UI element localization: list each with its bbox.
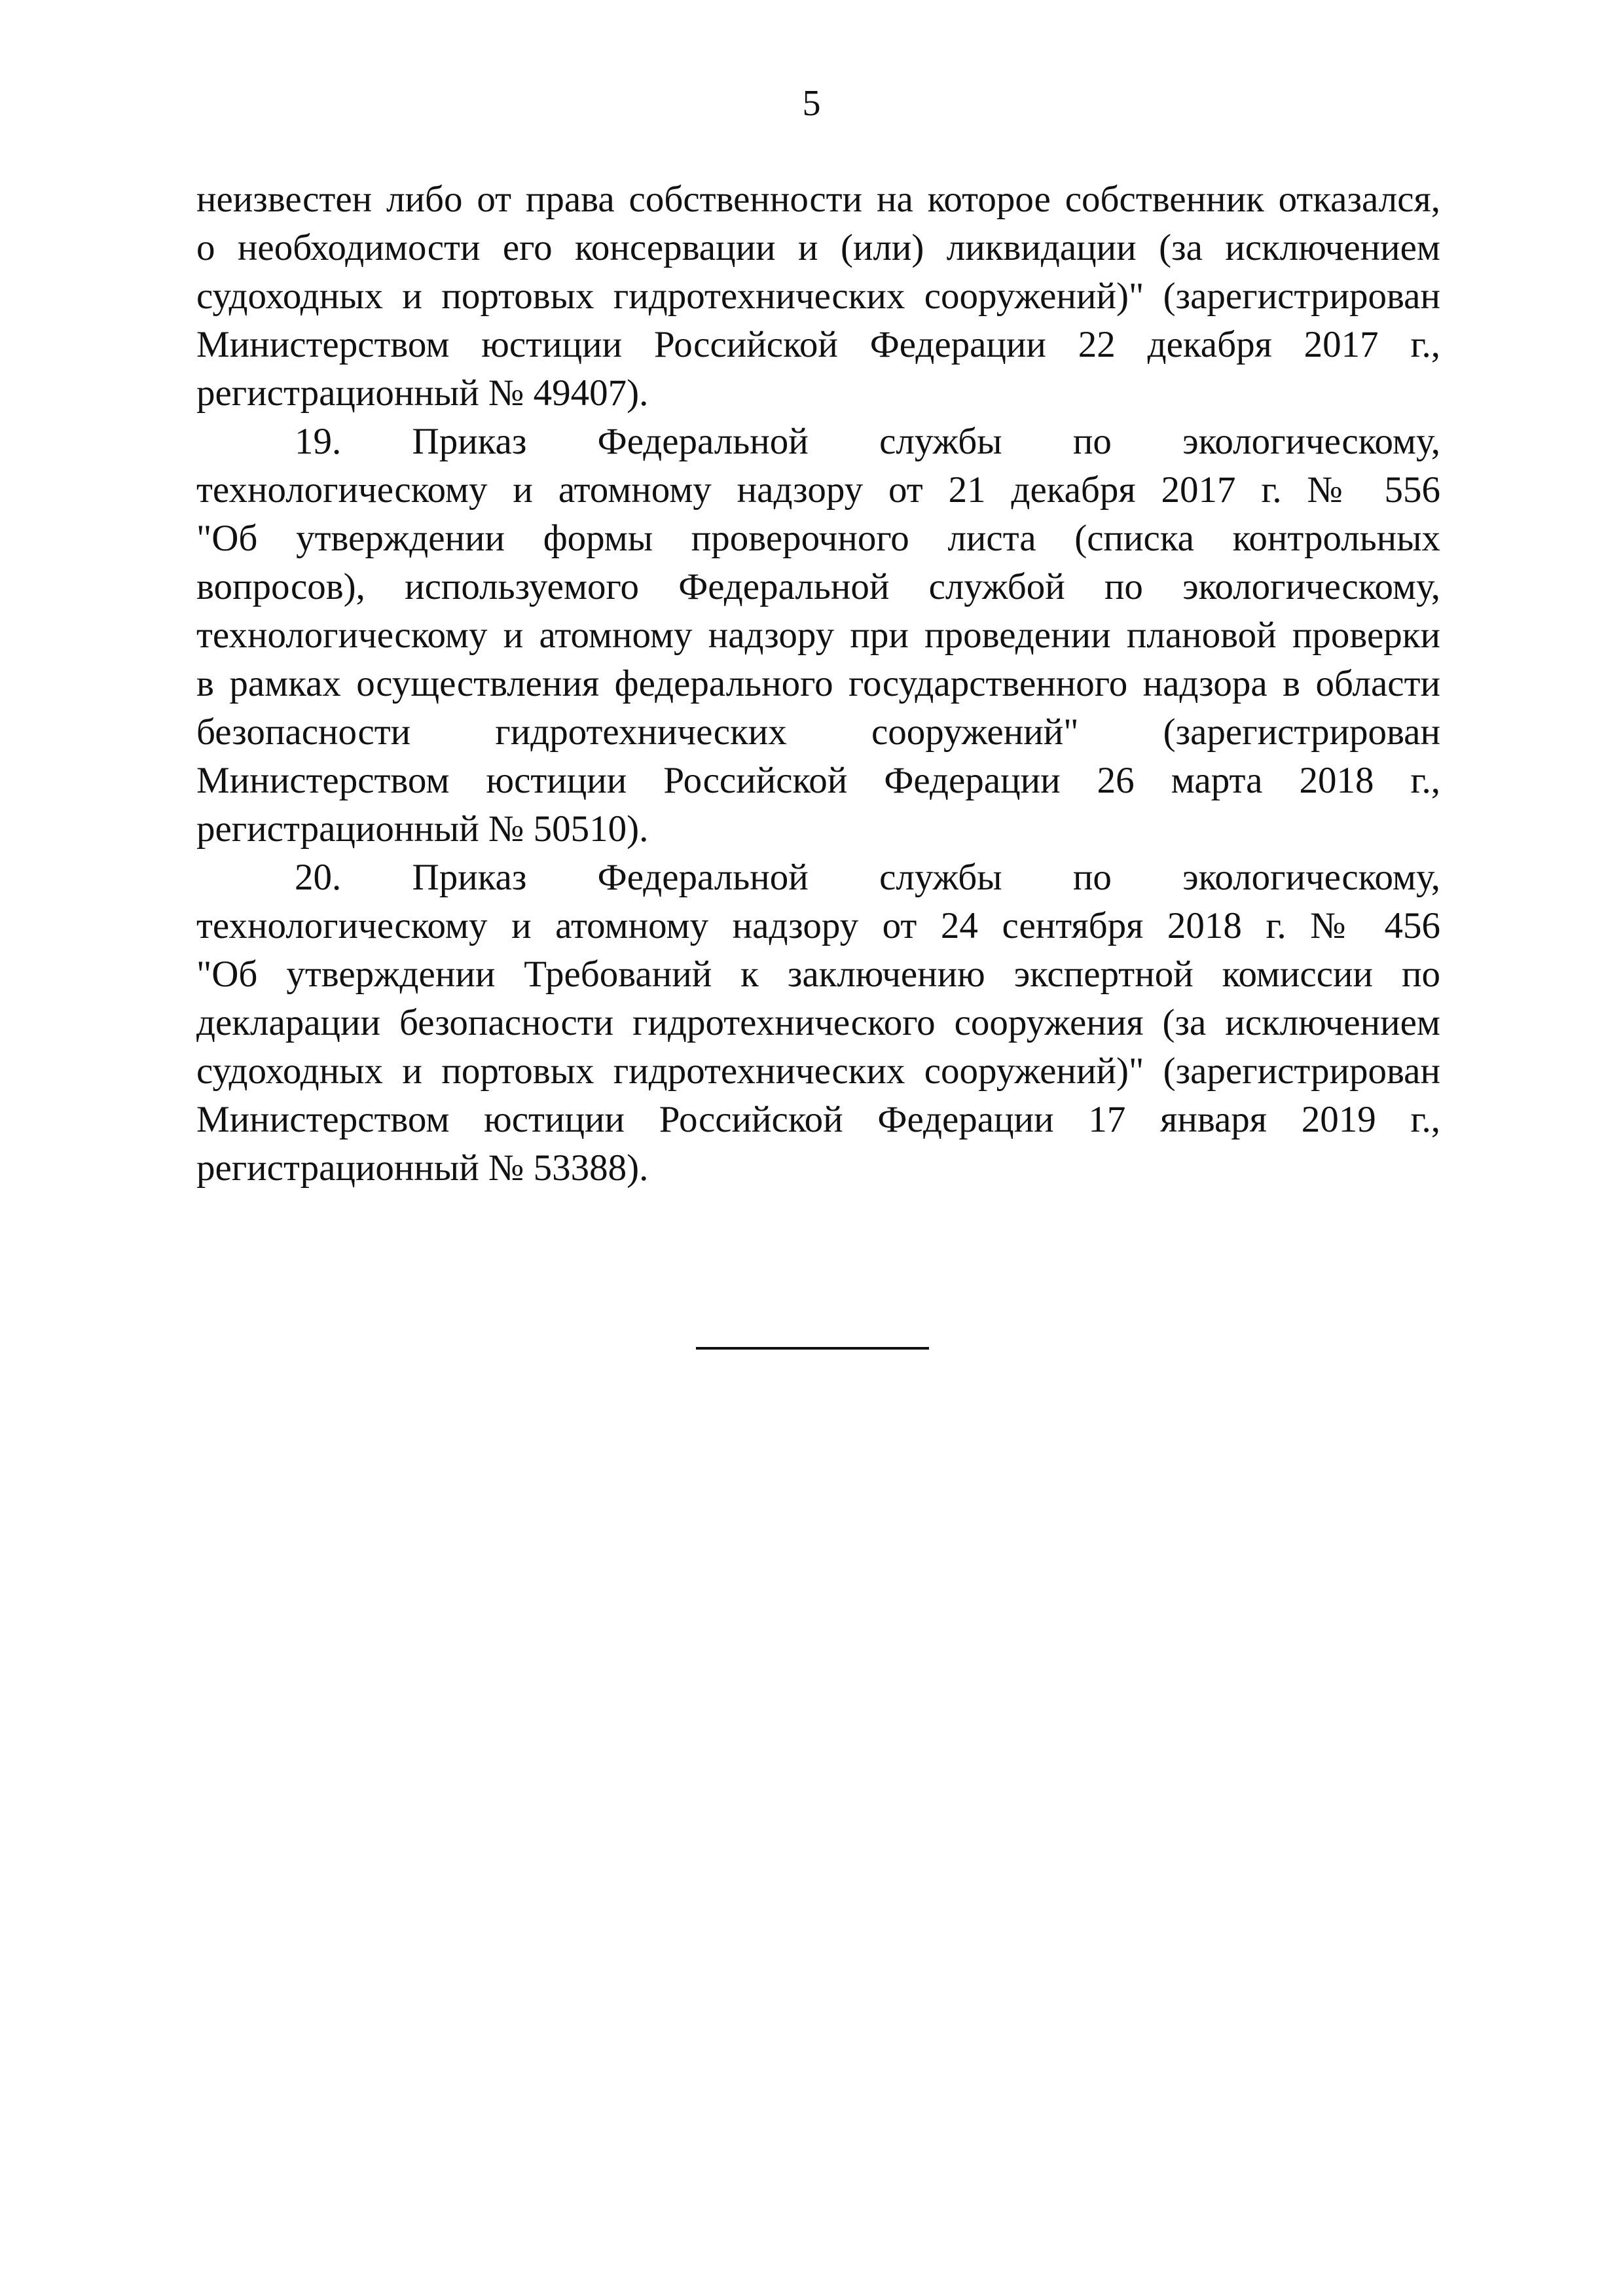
text-line: неизвестен либо от права собственности на которое собственник отказался, xyxy=(196,179,1440,220)
end-of-document-divider xyxy=(696,1347,929,1350)
paragraph-item-18-continuation xyxy=(196,175,1440,418)
text-line: "Об утверждении Требований к заключению экспертной комиссии по xyxy=(196,954,1440,995)
paragraph-item-19 xyxy=(196,418,1440,853)
document-body xyxy=(196,175,1440,1193)
text-line: технологическому и атомному надзору от 21 декабря 2017 г. № 556 xyxy=(196,469,1440,511)
text-line: 19. Приказ Федеральной службы по экологическому, xyxy=(295,421,1440,462)
text-line: регистрационный № 53388). xyxy=(196,1147,649,1189)
text-line: технологическому и атомному надзору от 24 сентября 2018 г. № 456 xyxy=(196,905,1440,946)
text-line: судоходных и портовых гидротехнических сооружений)" (зарегистрирован xyxy=(196,1050,1440,1092)
text-line: Министерством юстиции Российской Федерации 26 марта 2018 г., xyxy=(196,760,1440,801)
paragraph-item-20 xyxy=(196,853,1440,1193)
text-line: вопросов), используемого Федеральной службой по экологическому, xyxy=(196,566,1440,607)
text-line: судоходных и портовых гидротехнических сооружений)" (зарегистрирован xyxy=(196,276,1440,317)
text-line: декларации безопасности гидротехнического сооружения (за исключением xyxy=(196,1002,1440,1043)
text-line: Министерством юстиции Российской Федерации 17 января 2019 г., xyxy=(196,1099,1440,1140)
text-line: технологическому и атомному надзору при проведении плановой проверки xyxy=(196,615,1440,656)
text-line: в рамках осуществления федерального государственного надзора в области xyxy=(196,663,1440,704)
page-number: 5 xyxy=(802,83,821,124)
text-line: регистрационный № 50510). xyxy=(196,808,649,850)
text-line: "Об утверждении формы проверочного листа (списка контрольных xyxy=(196,518,1440,559)
text-line: о необходимости его консервации и (или) ликвидации (за исключением xyxy=(196,227,1440,268)
text-line: регистрационный № 49407). xyxy=(196,372,649,414)
text-line: Министерством юстиции Российской Федерации 22 декабря 2017 г., xyxy=(196,324,1440,365)
text-line: 20. Приказ Федеральной службы по экологическому, xyxy=(295,857,1440,898)
text-line: безопасности гидротехнических сооружений" (зарегистрирован xyxy=(196,711,1440,753)
